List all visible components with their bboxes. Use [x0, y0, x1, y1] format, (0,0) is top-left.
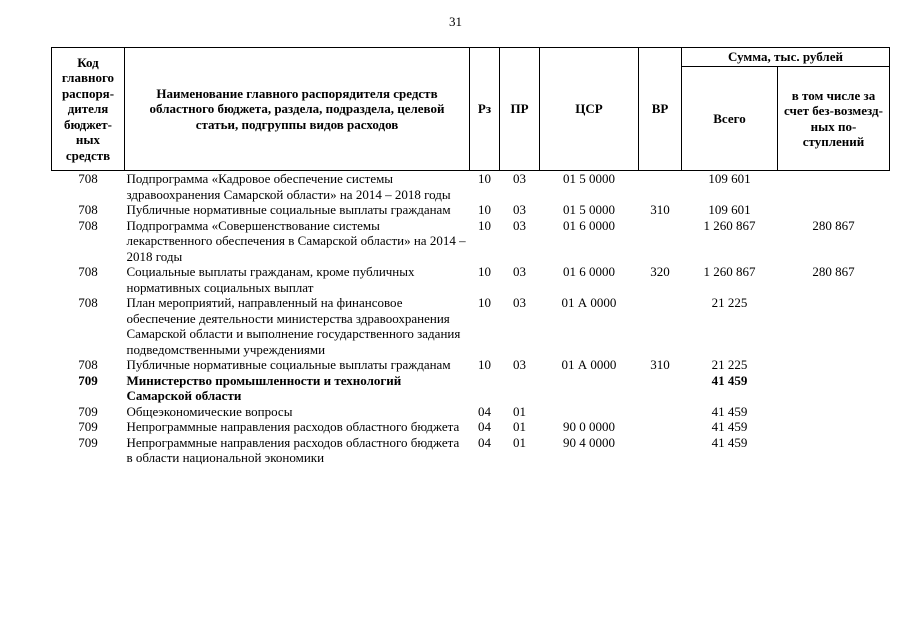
cell-pr: 03 [513, 357, 526, 372]
cell-csr [540, 373, 639, 404]
header-sum: Сумма, тыс. рублей [682, 48, 890, 67]
cell-rz: 04 [478, 403, 491, 419]
cell-total: 41 459 [711, 434, 748, 450]
cell-vr: 310 [650, 357, 670, 372]
cell-incl [778, 373, 890, 404]
cell-csr: 01 А 0000 [561, 357, 617, 372]
cell-code: 708 [78, 295, 98, 310]
header-name: Наименование главного распорядителя средств областного бюджета, раздела, подраздела, целевой статьи, подгруппы видов расходов [125, 48, 470, 171]
cell-total: 21 225 [711, 357, 748, 372]
cell-rz [470, 373, 500, 404]
cell-total: 1 260 867 [703, 217, 756, 233]
cell-name: Непрограммные направления расходов областного бюджета в области национальной экономики [126, 434, 460, 465]
table-row [52, 171, 890, 203]
cell-incl [778, 357, 890, 373]
table-row [52, 264, 890, 295]
cell-total: 41 459 [711, 419, 748, 434]
table-row [52, 419, 890, 435]
header-csr: ЦСР [540, 48, 639, 171]
header-incl: в том числе за счет без-возмезд-ных по-ступлений [778, 67, 890, 171]
cell-vr [639, 295, 682, 357]
cell-pr: 03 [513, 217, 526, 233]
cell-total: 21 225 [711, 295, 748, 310]
cell-code: 708 [78, 202, 98, 217]
cell-vr [639, 171, 682, 203]
cell-incl: 280 867 [812, 264, 855, 279]
cell-name: Общеэкономические вопросы [126, 403, 293, 419]
page-number: 31 [449, 14, 462, 29]
cell-pr: 03 [513, 171, 526, 186]
cell-name: Публичные нормативные социальные выплаты гражданам [126, 202, 451, 217]
cell-pr [500, 373, 540, 404]
cell-vr [639, 218, 682, 265]
cell-name: Публичные нормативные социальные выплаты гражданам [126, 357, 451, 372]
cell-vr [639, 404, 682, 420]
cell-name: План мероприятий, направленный на финансовое обеспечение деятельности министерства здравоохранения Самарской области и выполнение государственного задания подведомственными учреждениями [126, 295, 461, 357]
cell-incl [778, 295, 890, 357]
cell-name: Подпрограмма «Кадровое обеспечение системы здравоохранения Самарской области» на 2014 – 2018 годы [126, 171, 451, 202]
cell-csr: 01 6 0000 [563, 217, 615, 233]
table-header [52, 48, 890, 171]
cell-pr: 03 [513, 202, 526, 217]
cell-incl: 280 867 [812, 217, 855, 233]
cell-code: 708 [78, 264, 98, 279]
cell-code: 709 [78, 372, 98, 388]
cell-incl [778, 404, 890, 420]
header-vr: ВР [639, 48, 682, 171]
cell-name: Социальные выплаты гражданам, кроме публичных нормативных социальных выплат [126, 264, 415, 295]
table-body [52, 171, 890, 466]
budget-table [51, 47, 890, 466]
table-row [52, 404, 890, 420]
cell-pr: 03 [513, 295, 526, 310]
table-row [52, 357, 890, 373]
cell-code: 708 [78, 171, 98, 186]
cell-rz: 10 [478, 264, 491, 279]
cell-incl [778, 171, 890, 203]
cell-pr: 01 [513, 434, 526, 450]
cell-vr [639, 435, 682, 466]
cell-code: 709 [78, 403, 98, 419]
cell-name: Подпрограмма «Совершенствование системы лекарственного обеспечения в Самарской области» на 2014 – 2018 годы [126, 217, 466, 264]
cell-code: 709 [78, 434, 98, 450]
cell-incl [778, 202, 890, 218]
cell-csr: 01 5 0000 [563, 202, 615, 217]
cell-pr: 01 [513, 419, 526, 434]
header-pr: ПР [500, 48, 540, 171]
cell-pr: 03 [513, 264, 526, 279]
cell-csr [540, 404, 639, 420]
cell-total: 1 260 867 [703, 264, 756, 279]
table-row [52, 202, 890, 218]
cell-csr: 90 4 0000 [563, 434, 615, 450]
cell-csr: 01 А 0000 [561, 295, 617, 310]
cell-total: 109 601 [708, 171, 751, 186]
cell-incl [778, 435, 890, 466]
cell-name: Непрограммные направления расходов областного бюджета [126, 419, 460, 434]
header-code: Код главного распоря-дителя бюджет-ных средств [52, 48, 125, 171]
cell-code: 709 [78, 419, 98, 434]
header-total: Всего [682, 67, 778, 171]
header-rz: Рз [470, 48, 500, 171]
cell-vr: 320 [650, 264, 670, 279]
cell-total: 41 459 [711, 372, 748, 388]
cell-total: 41 459 [711, 403, 748, 419]
cell-code: 708 [78, 357, 98, 372]
cell-csr: 01 6 0000 [563, 264, 615, 279]
cell-rz: 10 [478, 357, 491, 372]
table-row [52, 373, 890, 404]
cell-rz: 10 [478, 171, 491, 186]
table-row [52, 218, 890, 265]
cell-rz: 04 [478, 419, 491, 434]
cell-incl [778, 419, 890, 435]
cell-pr: 01 [513, 403, 526, 419]
cell-csr: 90 0 0000 [563, 419, 615, 434]
table-row [52, 435, 890, 466]
cell-total: 109 601 [708, 202, 751, 217]
cell-rz: 10 [478, 217, 491, 233]
cell-rz: 04 [478, 434, 491, 450]
cell-code: 708 [78, 217, 98, 233]
table-row [52, 295, 890, 357]
cell-csr: 01 5 0000 [563, 171, 615, 186]
cell-rz: 10 [478, 295, 491, 310]
cell-vr: 310 [650, 202, 670, 217]
cell-rz: 10 [478, 202, 491, 217]
cell-name: Министерство промышленности и технологий Самарской области [126, 372, 402, 403]
cell-vr [639, 373, 682, 404]
cell-vr [639, 419, 682, 435]
